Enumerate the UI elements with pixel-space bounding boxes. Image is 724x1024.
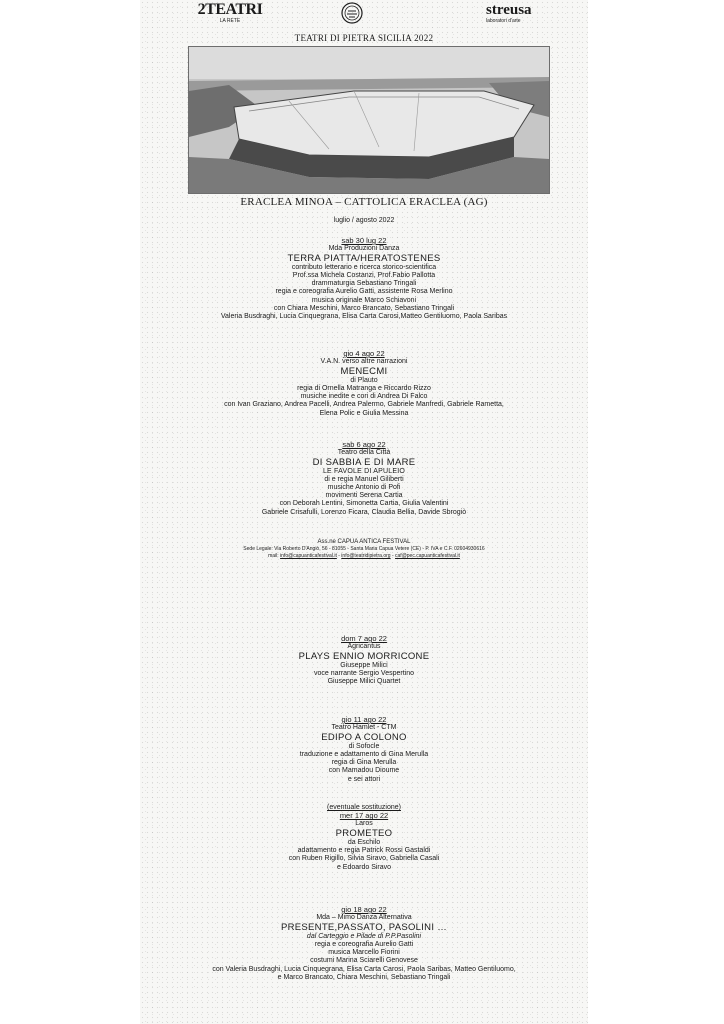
event-credit-line: con Deborah Lentini, Simonetta Cartia, Giulia Valentini (279, 500, 449, 508)
event-credit-line: drammaturgia Sebastiano Tringali (311, 280, 417, 288)
event-date: gio 4 ago 22 (343, 349, 385, 358)
event-company: V.A.N. verso altre narrazioni (320, 358, 408, 366)
event-credit-line: regia di Gina Merulla (331, 759, 397, 767)
event-block (140, 804, 588, 872)
streusa-logo (486, 2, 556, 24)
la-rete-label: LA RETE (219, 18, 241, 24)
event-date: mer 17 ago 22 (339, 811, 389, 821)
event-credit-line: Giuseppe Milici Quartet (327, 678, 401, 686)
event-credit-line: Elena Polic e Giulia Messina (319, 409, 409, 417)
footer-address: Sede Legale: Via Roberto D'Angiò, 56 - 81055 - Santa Maria Capua Vetere (CE) - P. IVA e C.F. 02604930616 (243, 546, 485, 552)
event-credit-line: musiche Antonio di Pofi (327, 484, 401, 492)
venue-title: ERACLEA MINOA – CATTOLICA ERACLEA (AG) (240, 196, 488, 208)
footer-mail-label: mail: (268, 553, 279, 559)
footer-org: Ass.ne CAPUA ANTICA FESTIVAL (317, 539, 411, 545)
event-block (140, 906, 588, 982)
event-credit-line: Prof.ssa Michela Costanzi, Prof.Fabio Pallotta (292, 272, 436, 280)
event-note: (eventuale sostituzione) (327, 804, 401, 811)
event-credit-line: musica Marcello Fiorini (328, 949, 400, 957)
event-company: Mda – Mimo Danza Alternativa (316, 914, 412, 922)
event-credit-line: musiche inedite e cori di Andrea Di Falco (300, 393, 428, 401)
theatre-photo (188, 46, 550, 194)
streusa-logo-text: streusa (486, 2, 532, 18)
event-company: Teatro Hamlet - CTM (331, 724, 397, 732)
event-credit-line: con Mamadou Dioume (328, 767, 400, 775)
event-subtitle: LE FAVOLE DI APULEIO (322, 468, 406, 476)
footer-mail-line: mail: info@capuanticafestival.it - info@teatridipietra.org - caf@pec.capuanticafestival.it (268, 553, 460, 559)
email-link[interactable]: caf@pec.capuanticafestival.it (395, 553, 460, 559)
event-credit-line: regia e coreografia Aurelio Gatti (314, 941, 414, 949)
event-credit-line: musica originale Marco Schiavoni (311, 296, 417, 304)
event-title: PROMETEO (335, 828, 393, 840)
legal-footer (140, 539, 588, 560)
event-credit-line: di Sofocle (348, 743, 380, 751)
event-title: PRESENTE,PASSATO, PASOLINI … (280, 922, 448, 934)
event-subtitle: dal Carteggio e Pilade di P.P.Pasolini (306, 933, 422, 941)
email-link[interactable]: info@teatridipietra.org (341, 553, 391, 559)
event-credit-line: con Valeria Busdraghi, Lucia Cinquegrana, Elisa Carta Carosi, Paola Saribas, Matteo Gentiluomo, (212, 965, 516, 973)
event-date: dom 7 ago 22 (341, 634, 387, 643)
event-credit-line: e sei attori (347, 775, 381, 783)
event-company: Teatro della Città (337, 449, 391, 457)
event-credit-line: e Marco Brancato, Chiara Meschini, Sebastiano Tringali (277, 973, 451, 981)
event-credit-line: Giuseppe Milici (340, 662, 388, 670)
event-credit-line: voce narrante Sergio Vespertino (313, 670, 414, 678)
event-credit-line: traduzione e adattamento di Gina Merulla (299, 751, 429, 759)
event-block (140, 441, 588, 517)
event-date: gio 11 ago 22 (341, 715, 387, 724)
event-date: sab 30 lug 22 (341, 236, 387, 245)
event-credit-line: regia di Ornella Matranga e Riccardo Rizzo (297, 385, 431, 393)
season-dates: luglio / agosto 2022 (333, 217, 395, 224)
event-credit-line: Gabriele Crisafulli, Lorenzo Ficara, Claudia Bellia, Davide Sbrogiò (261, 508, 467, 516)
event-credit-line: Valeria Busdraghi, Lucia Cinquegrana, Elisa Carta Carosi,Matteo Gentiluomo, Paola Saribas (220, 312, 508, 320)
event-credit-line: da Eschilo (347, 839, 381, 847)
event-credit-line: regia e coreografia Aurelio Gatti, assistente Rosa Merlino (275, 288, 453, 296)
event-credit-line: con Chiara Meschini, Marco Brancato, Sebastiano Tringali (273, 304, 455, 312)
event-credit-line: con Ivan Graziano, Andrea Pacelli, Andrea Palermo, Gabriele Manfredi, Gabriele Rametta, (224, 401, 504, 409)
event-credit-line: movimenti Serena Cartia (325, 492, 403, 500)
event-credit-line: contributo letterario e ricerca storico-scientifica (291, 264, 437, 272)
email-link[interactable]: info@capuanticafestival.it (280, 553, 337, 559)
festival-title: TEATRI DI PIETRA SICILIA 2022 (294, 33, 434, 43)
event-title: DI SABBIA E DI MARE (312, 457, 416, 469)
event-company: Mda Produzioni Danza (328, 245, 400, 253)
event-block (140, 716, 588, 784)
event-title: TERRA PIATTA/HERATOSTENES (287, 253, 441, 265)
event-credit-line: costumi Marina Sciarelli Genovese (310, 957, 418, 965)
event-title: MENECMI (340, 366, 388, 378)
event-credit-line: di e regia Manuel Giliberti (324, 476, 404, 484)
event-title: EDIPO A COLONO (321, 732, 407, 744)
event-credit-line: di Plauto (350, 377, 378, 385)
event-credit-line: adattamento e regia Patrick Rossi Gastaldi (297, 847, 431, 855)
teatri-rete-logo (185, 2, 275, 34)
event-block (140, 237, 588, 321)
event-company: Agricantus (347, 643, 381, 651)
event-block (140, 350, 588, 418)
event-credit-line: con Ruben Rigillo, Silvia Siravo, Gabriella Casali (288, 855, 440, 863)
teatri-logo-text: 2TEATRI (197, 1, 263, 18)
event-title: PLAYS ENNIO MORRICONE (298, 651, 430, 663)
event-block (140, 635, 588, 686)
medallion-logo-icon (340, 1, 364, 25)
event-date: sab 6 ago 22 (342, 440, 386, 449)
event-company: Laros (355, 820, 373, 828)
streusa-tagline: laboratori d'arte (486, 18, 521, 24)
event-date: gio 18 ago 22 (341, 905, 387, 914)
event-credit-line: e Edoardo Siravo (336, 863, 392, 871)
